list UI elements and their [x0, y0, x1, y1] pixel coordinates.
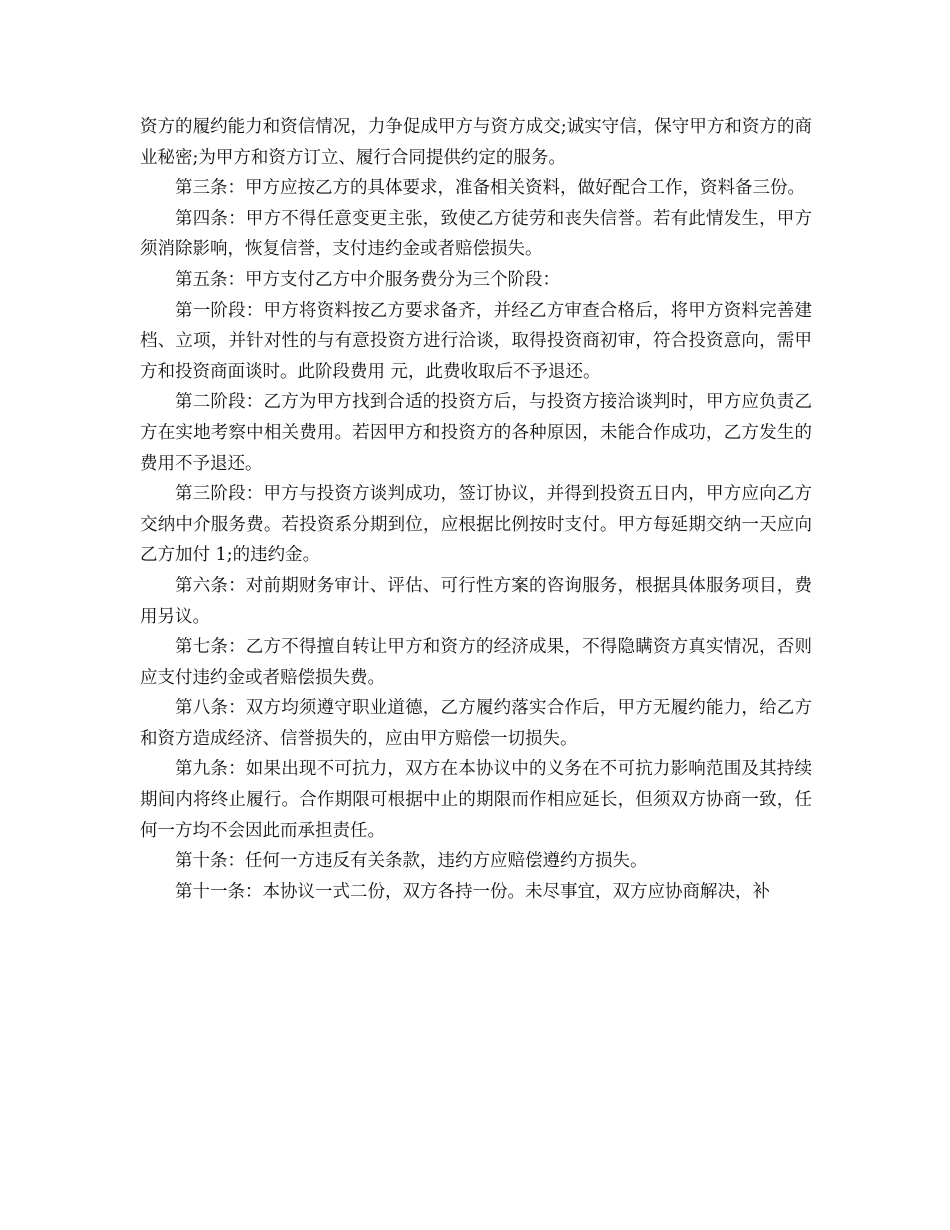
- paragraph-article-9: 第九条：如果出现不可抗力，双方在本协议中的义务在不可抗力影响范围及其持续期间内将终止履行。合作期限可根据中止的期限而作相应延长，但须双方协商一致，任何一方均不会因此而承担责任。: [140, 759, 812, 841]
- paragraph-continuation: 资方的履约能力和资信情况，力争促成甲方与资方成交;诚实守信，保守甲方和资方的商业秘密;为甲方和资方订立、履行合同提供约定的服务。: [140, 117, 812, 168]
- paragraph-article-11: 第十一条：本协议一式二份，双方各持一份。未尽事宜，双方应协商解决，补: [175, 881, 770, 902]
- paragraph-article-7: 第七条：乙方不得擅自转让甲方和资方的经济成果，不得隐瞒资方真实情况，否则应支付违约金或者赔偿损失费。: [140, 637, 812, 688]
- paragraph-article-6: 第六条：对前期财务审计、评估、可行性方案的咨询服务，根据具体服务项目，费用另议。: [140, 575, 812, 627]
- paragraph-article-5: 第五条：甲方支付乙方中介服务费分为三个阶段：: [175, 269, 560, 290]
- paragraph-article-3: 第三条：甲方应按乙方的具体要求，准备相关资料，做好配合工作，资料备三份。: [175, 178, 805, 199]
- paragraph-article-10: 第十条：任何一方违反有关条款，违约方应赔偿遵约方损失。: [175, 851, 648, 872]
- paragraph-stage-1: 第一阶段：甲方将资料按乙方要求备齐，并经乙方审查合格后，将甲方资料完善建档、立项，并针对性的与有意投资方进行洽谈，取得投资商初审，符合投资意向，需甲方和投资商面谈时。此阶段费用 元，此费收取后不予退还。: [140, 300, 812, 382]
- paragraph-article-4: 第四条：甲方不得任意变更主张，致使乙方徒劳和丧失信誉。若有此情发生，甲方须消除影响，恢复信誉，支付违约金或者赔偿损失。: [140, 208, 812, 260]
- document-body: [140, 112, 812, 907]
- paragraph-stage-3: 第三阶段：甲方与投资方谈判成功，签订协议，并得到投资五日内，甲方应向乙方交纳中介服务费。若投资系分期到位，应根据比例按时支付。甲方每延期交纳一天应向乙方加付 1;的违约金。: [140, 484, 812, 566]
- paragraph-stage-2: 第二阶段：乙方为甲方找到合适的投资方后，与投资方接洽谈判时，甲方应负责乙方在实地考察中相关费用。若因甲方和投资方的各种原因，未能合作成功，乙方发生的费用不予退还。: [140, 392, 812, 474]
- paragraph-article-8: 第八条：双方均须遵守职业道德，乙方履约落实合作后，甲方无履约能力，给乙方和资方造成经济、信誉损失的，应由甲方赔偿一切损失。: [140, 698, 812, 749]
